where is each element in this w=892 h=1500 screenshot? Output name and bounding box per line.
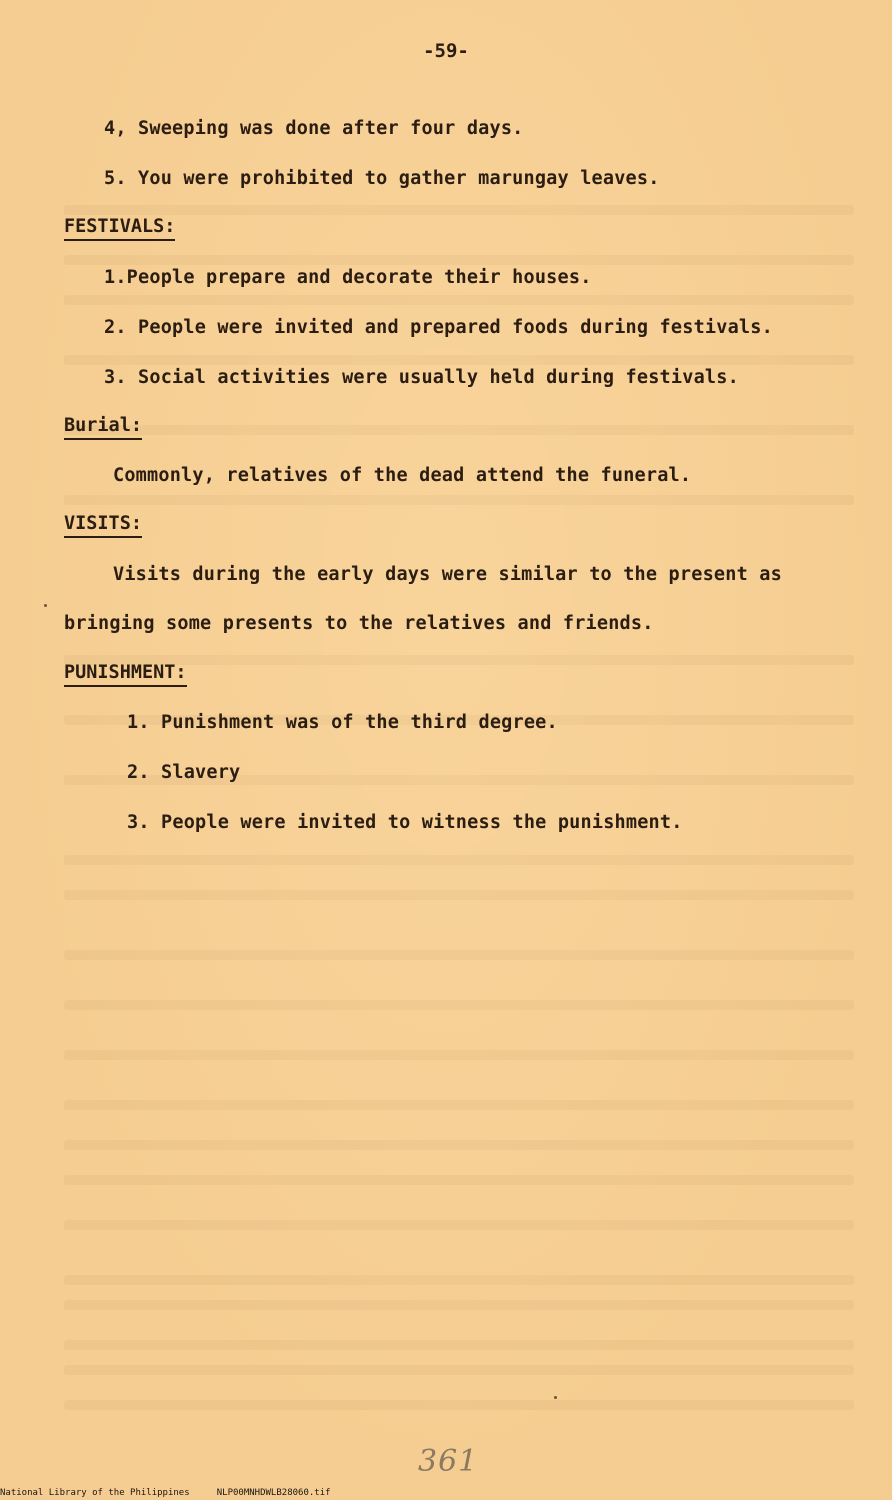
bleed-through-line — [64, 295, 854, 305]
bleed-through-line — [64, 355, 854, 365]
bleed-through-line — [64, 1000, 854, 1010]
bleed-through-line — [64, 205, 854, 215]
footer-filename: NLP00MNHDWLB28060.tif — [216, 1488, 331, 1498]
ink-speck — [44, 604, 47, 607]
bleed-through-line — [64, 1220, 854, 1230]
punishment-item: 3. People were invited to witness the punishment. — [127, 812, 683, 833]
bleed-through-line — [64, 1140, 854, 1150]
burial-heading: Burial: — [64, 415, 142, 440]
festival-item: 1.People prepare and decorate their houses. — [104, 267, 592, 288]
custom-item: 4, Sweeping was done after four days. — [104, 118, 524, 139]
punishment-item: 2. Slavery — [127, 762, 241, 783]
festival-item: 2. People were invited and prepared foods during festivals. — [104, 317, 773, 338]
punishment-heading: PUNISHMENT: — [64, 662, 187, 687]
bleed-through-line — [64, 1050, 854, 1060]
bleed-through-line — [64, 1300, 854, 1310]
bleed-through-line — [64, 890, 854, 900]
bleed-through-line — [64, 1275, 854, 1285]
footer-library: National Library of the Philippines — [0, 1488, 190, 1498]
visits-text-line: bringing some presents to the relatives and friends. — [64, 613, 654, 634]
bleed-through-line — [64, 495, 854, 505]
festival-item: 3. Social activities were usually held during festivals. — [104, 367, 739, 388]
bleed-through-line — [64, 255, 854, 265]
visits-text-line: Visits during the early days were similar to the present as — [113, 564, 782, 585]
page-number: -59- — [423, 40, 469, 62]
bleed-through-line — [64, 950, 854, 960]
bleed-through-line — [64, 855, 854, 865]
burial-text: Commonly, relatives of the dead attend the funeral. — [113, 465, 692, 486]
bleed-through-line — [64, 425, 854, 435]
visits-heading: VISITS: — [64, 513, 142, 538]
bleed-through-line — [64, 1100, 854, 1110]
ink-speck — [554, 1396, 557, 1399]
bleed-through-line — [64, 1400, 854, 1410]
bleed-through-line — [64, 1175, 854, 1185]
bleed-through-line — [64, 1340, 854, 1350]
handwritten-page-number: 361 — [418, 1444, 479, 1479]
punishment-item: 1. Punishment was of the third degree. — [127, 712, 558, 733]
festivals-heading: FESTIVALS: — [64, 216, 175, 241]
bleed-through-line — [64, 1365, 854, 1375]
custom-item: 5. You were prohibited to gather marungay leaves. — [104, 168, 660, 189]
scan-footer — [0, 1488, 331, 1498]
